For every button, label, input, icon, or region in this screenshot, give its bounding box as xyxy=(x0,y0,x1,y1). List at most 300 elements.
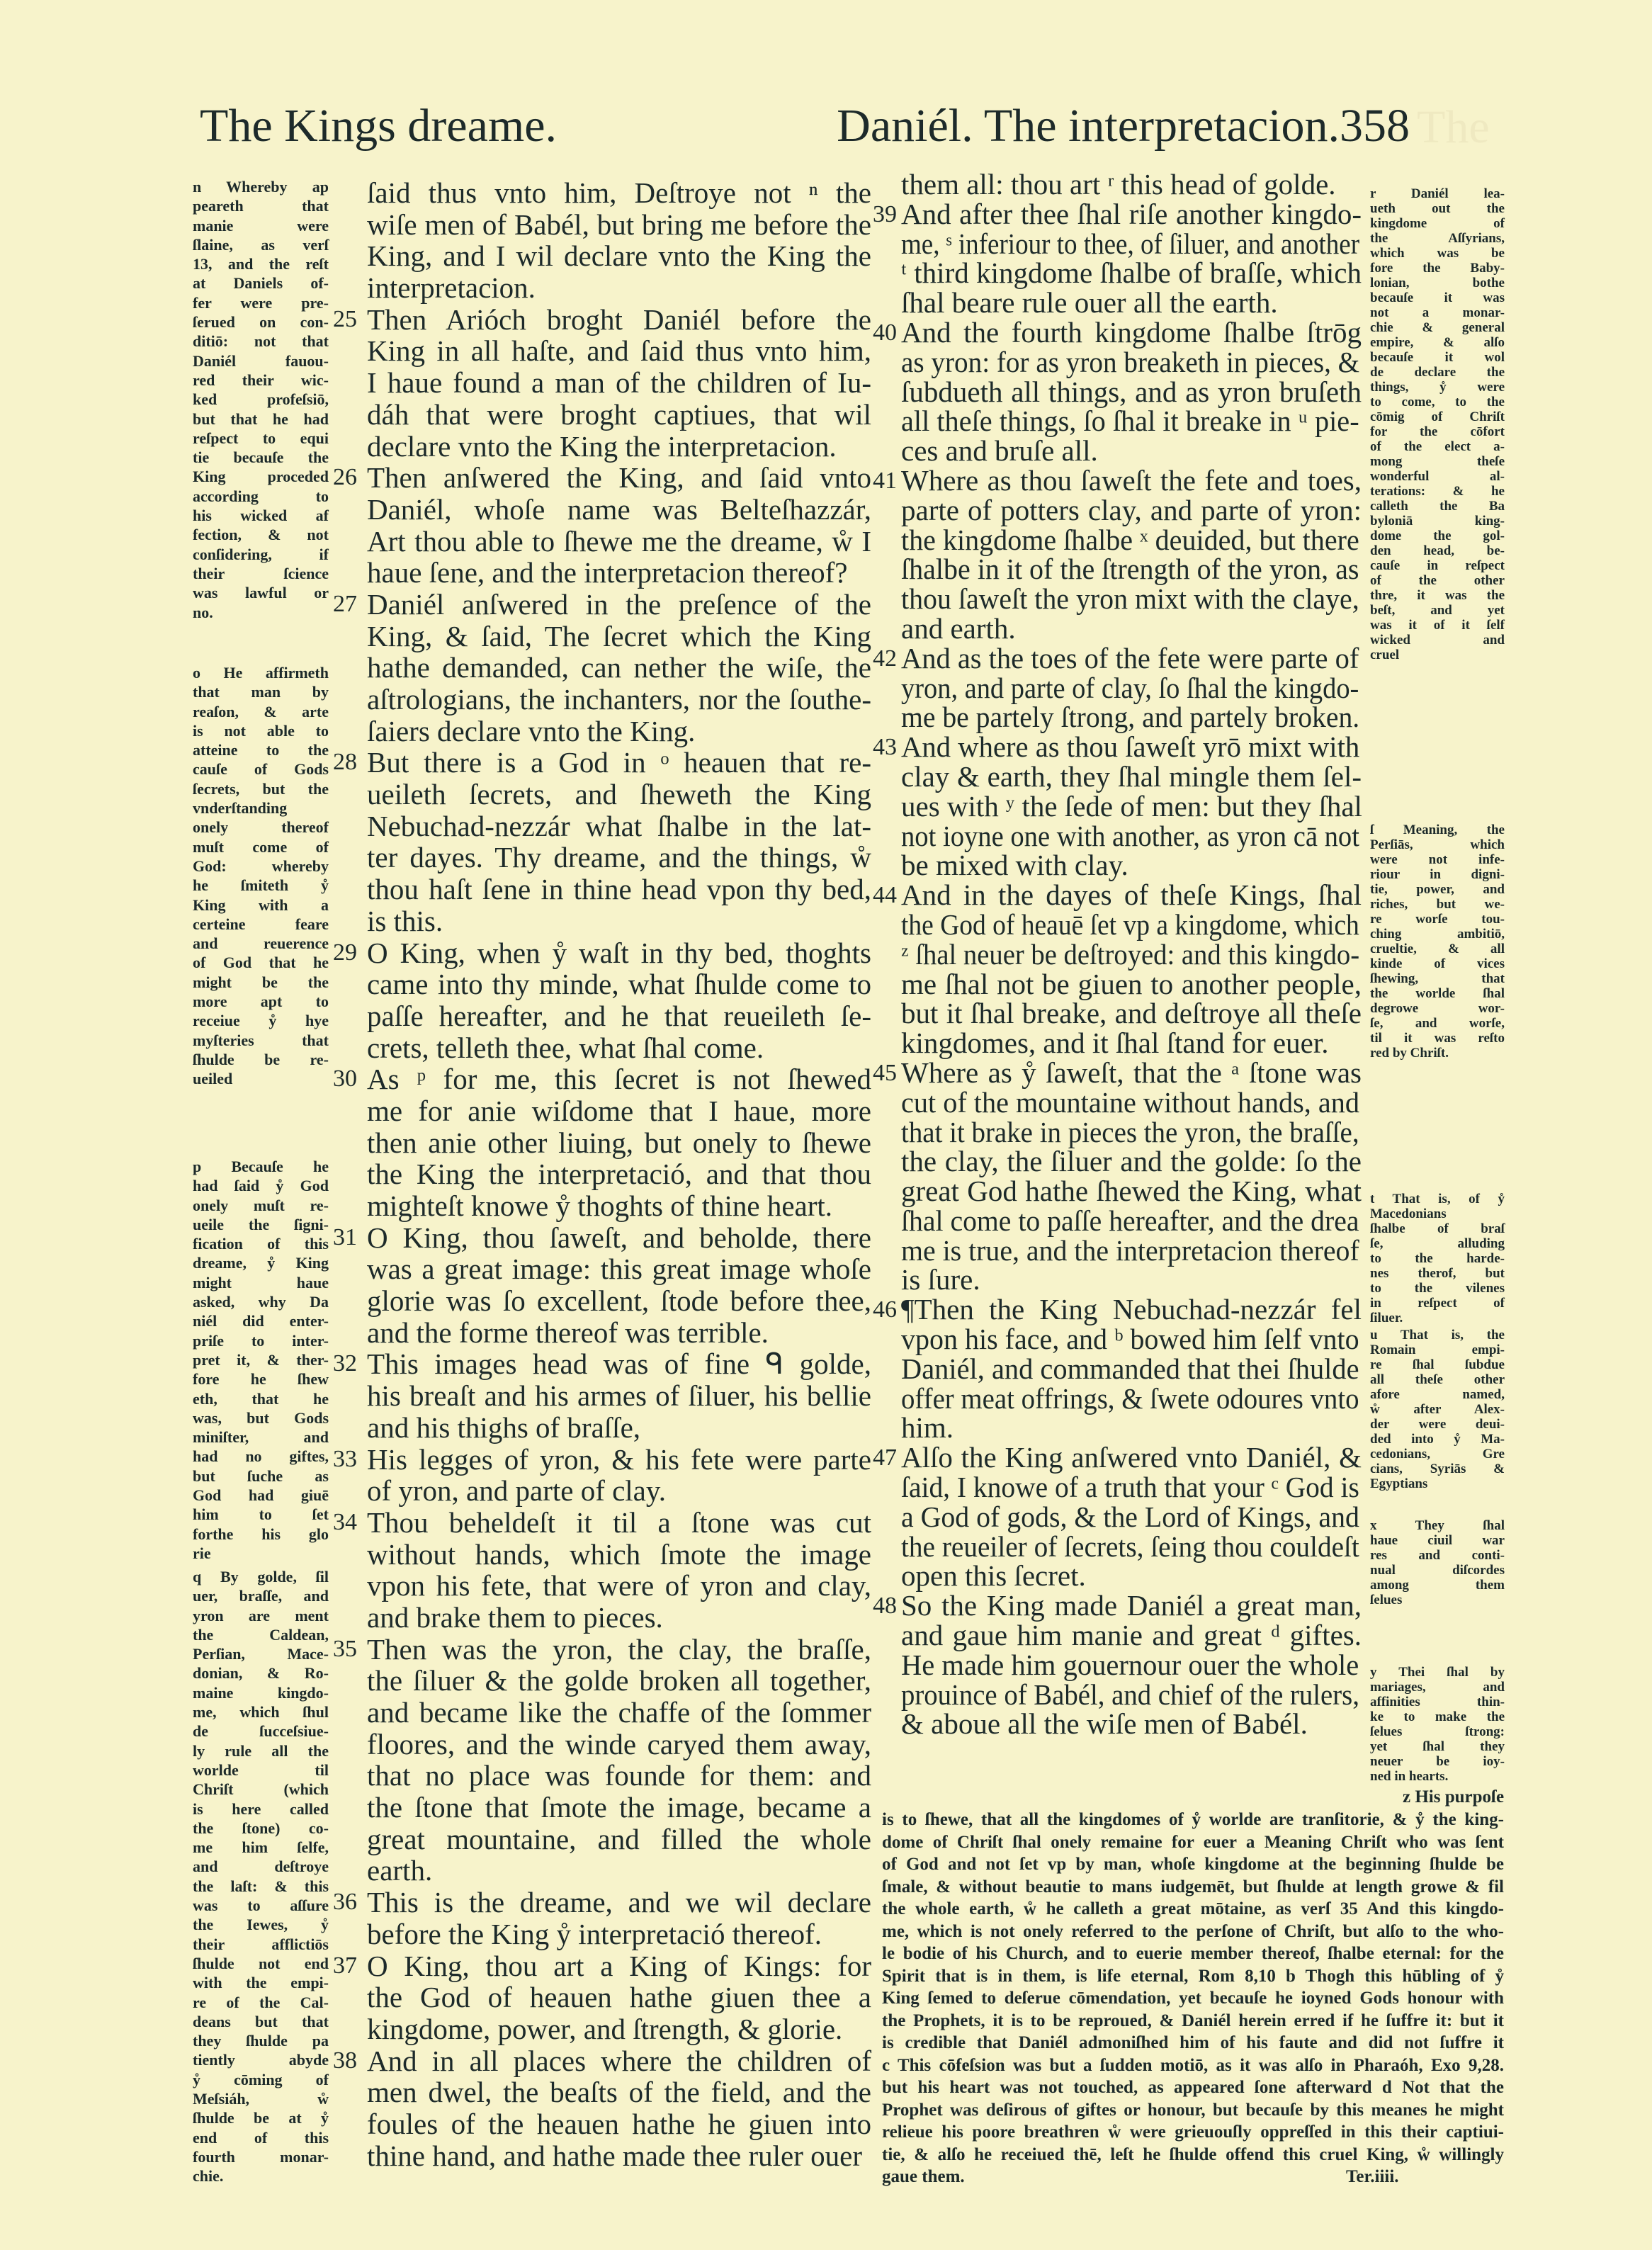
text-line xyxy=(873,1443,1362,1473)
note-line: cruel xyxy=(1370,648,1400,662)
text-line xyxy=(333,874,871,905)
note-line: mariages, and xyxy=(1370,1680,1505,1695)
note-line: myſteries that xyxy=(193,1031,329,1049)
text-line xyxy=(333,905,871,937)
footnote-line: dome of Chriſt ſhal onely remaine for euer a Meaning Chriſt who was ſent xyxy=(882,1832,1504,1852)
note-line: Egyptians xyxy=(1370,1476,1428,1491)
line-text: floores, and the winde caryed them away, xyxy=(367,1727,871,1760)
note-line: his wicked af xyxy=(193,507,329,525)
line-text: glorie was ſo excellent, ſtode before thee, xyxy=(367,1284,871,1318)
note-line: ueile the ſigni- xyxy=(193,1215,329,1233)
note-line: maine kingdo- xyxy=(193,1683,329,1702)
line-text: ſaiers declare vnto the King. xyxy=(367,714,696,747)
text-line xyxy=(873,641,1362,674)
text-line xyxy=(333,1380,871,1412)
note-line: had no giftes, xyxy=(193,1447,329,1466)
note-line: was, but Gods xyxy=(193,1408,329,1427)
note-line: God: whereby xyxy=(193,857,329,875)
text-line xyxy=(873,227,1362,260)
note-line: worlde til xyxy=(193,1760,329,1779)
line-text: his breaſt and his armes of ſiluer, his bellie xyxy=(367,1379,871,1413)
note-line: miniſter, and xyxy=(193,1428,329,1447)
text-line xyxy=(333,1665,871,1697)
line-text: ſhal come to paſſe hereafter, and the drea xyxy=(901,1204,1359,1237)
line-text: ſhalbe in it of the ſtrength of the yron, as xyxy=(901,553,1359,586)
note-line: which was be xyxy=(1370,246,1505,261)
line-text: open this ſecret. xyxy=(901,1559,1086,1593)
line-text: ¶Then the King Nebuchad-nezzár fel xyxy=(901,1293,1362,1326)
verse-number: 44 xyxy=(873,882,897,909)
note-line: ſhalbe of braſ xyxy=(1370,1221,1505,1236)
line-text: ſubdueth all things, and as yron bruſeth xyxy=(901,375,1362,408)
verse-number: 26 xyxy=(333,464,357,491)
bleed-through-text: The xyxy=(1417,101,1490,153)
line-text: But there is a God in ᵒ heauen that re- xyxy=(367,746,871,779)
note-line: u That is, the xyxy=(1370,1328,1505,1342)
margin-note xyxy=(193,177,329,622)
text-line xyxy=(873,999,1362,1029)
note-line: manie were xyxy=(193,216,329,234)
line-text: thou haſt ſene in thine head vpon thy bed, xyxy=(367,873,871,906)
text-line xyxy=(873,1709,1362,1739)
line-text: & aboue all the wiſe men of Babél. xyxy=(901,1707,1308,1741)
verse-number: 43 xyxy=(873,734,897,761)
note-line: reſpect to equi xyxy=(193,429,329,447)
line-text: that no place was founde for them: and xyxy=(367,1759,871,1792)
line-text: As ᵖ for me, this ſecret is not ſhewed xyxy=(367,1063,871,1096)
verse-number: 25 xyxy=(333,305,357,332)
verse-number: 29 xyxy=(333,939,357,966)
text-line xyxy=(333,810,871,842)
note-line: asked, why Da xyxy=(193,1293,329,1311)
line-text: Then was the yron, the clay, the braſſe, xyxy=(367,1632,871,1666)
note-line: tie, power, and xyxy=(1370,882,1505,897)
line-text: And in the dayes of theſe Kings, ſhal xyxy=(901,878,1362,912)
line-text: is this. xyxy=(367,904,443,937)
line-text: paſſe hereafter, and he that reueileth ſe- xyxy=(367,999,871,1032)
text-line xyxy=(873,1147,1362,1177)
text-line xyxy=(333,431,871,463)
text-line xyxy=(873,1325,1362,1355)
note-line: tie becauſe the xyxy=(193,448,329,467)
text-line xyxy=(873,1265,1362,1295)
line-text: is ſure. xyxy=(901,1263,980,1296)
text-line xyxy=(873,170,1362,200)
note-line: is here called xyxy=(193,1799,329,1818)
note-line: til it was reſto xyxy=(1370,1031,1505,1046)
text-line xyxy=(873,1177,1362,1206)
note-line: the worlde ſhal xyxy=(1370,986,1505,1001)
note-line: had ſaid ẙ God xyxy=(193,1177,329,1195)
line-text: without hands, which ſmote the image xyxy=(367,1537,871,1571)
text-line xyxy=(333,2140,871,2172)
text-line xyxy=(333,1792,871,1824)
text-line xyxy=(873,1381,1362,1415)
note-line: ked profeſsiō, xyxy=(193,390,329,409)
text-line xyxy=(333,684,871,716)
line-text: Then Arióch broght Daniél before the xyxy=(367,303,871,336)
note-line: deans but that xyxy=(193,2012,329,2030)
verse-number: 46 xyxy=(873,1296,897,1323)
note-line: ſe, alluding xyxy=(1370,1236,1505,1251)
note-line: haue ciuil war xyxy=(1370,1533,1505,1548)
text-line xyxy=(333,1697,871,1729)
text-line xyxy=(333,1918,871,1950)
line-text: vpon his fete, that were of yron and clay, xyxy=(367,1569,871,1602)
footnotes-block xyxy=(882,1809,1504,2188)
note-line: ſecrets, but the xyxy=(193,779,329,798)
note-line: of God that he xyxy=(193,954,329,972)
text-line xyxy=(333,1348,871,1380)
text-line xyxy=(873,671,1362,704)
note-line: affinities thin- xyxy=(1370,1695,1505,1709)
note-line: tiently abyde xyxy=(193,2051,329,2069)
note-line: y Thei ſhal by xyxy=(1370,1665,1505,1680)
note-line: nual diſcordes xyxy=(1370,1563,1505,1578)
note-line: degrowe wor- xyxy=(1370,1001,1505,1016)
text-line xyxy=(873,967,1362,1000)
line-text: He made him gouernour ouer the whole xyxy=(901,1648,1359,1681)
text-line xyxy=(333,335,871,367)
note-line: they ſhulde pa xyxy=(193,2032,329,2050)
note-line: der were deui- xyxy=(1370,1417,1505,1432)
line-text: declare vnto the King the interpretacion. xyxy=(367,429,837,463)
line-text: and the forme thereof was terrible. xyxy=(367,1316,769,1349)
text-line xyxy=(333,937,871,969)
text-line xyxy=(333,1158,871,1190)
line-text: This images head was of fine ᑫ golde, xyxy=(367,1347,871,1381)
line-text: ueileth ſecrets, and ſheweth the King xyxy=(367,778,871,811)
text-line xyxy=(873,759,1362,793)
verse-number: 37 xyxy=(333,1952,357,1979)
verse-number: 40 xyxy=(873,319,897,346)
text-line xyxy=(873,1085,1362,1119)
note-line: Daniél fauou- xyxy=(193,351,329,370)
footnote-line: c This cōfeſsion was but a ſudden motiō, as it was alſo in Pharaóh, Exo 9,28. xyxy=(882,2055,1504,2075)
text-line xyxy=(333,779,871,810)
margin-note xyxy=(1370,186,1505,662)
text-line xyxy=(333,1127,871,1159)
line-text: Thou beheldeſt it til a ſtone was cut xyxy=(367,1505,871,1539)
note-line: ſelues ſtrong: xyxy=(1370,1724,1505,1739)
text-line xyxy=(873,1532,1362,1562)
note-line: ſhulde be at ẙ xyxy=(193,2109,329,2127)
note-line: Chriſt (which xyxy=(193,1780,329,1799)
text-line xyxy=(333,1032,871,1064)
text-line xyxy=(333,1634,871,1666)
verse-number: 36 xyxy=(333,1889,357,1916)
line-text: a God of gods, & the Lord of Kings, and xyxy=(901,1500,1359,1533)
text-line xyxy=(333,2076,871,2108)
note-line: Perſian, Mace- xyxy=(193,1645,329,1663)
line-text: ter dayes. Thy dreame, and the things, ẘ xyxy=(367,841,871,874)
text-line xyxy=(873,878,1362,912)
note-line: fore he ſhew xyxy=(193,1370,329,1389)
note-line: him to ſet xyxy=(193,1505,329,1524)
line-text: vpon his face, and ᵇ bowed him ſelf vnto xyxy=(901,1323,1359,1356)
note-line: no. xyxy=(193,603,213,621)
text-line xyxy=(873,523,1362,556)
note-line: ſlaine, as verſ xyxy=(193,235,329,254)
line-text: but it ſhal breake, and deſtroye all theſe xyxy=(901,997,1362,1030)
note-line: ſe, and worſe, xyxy=(1370,1016,1505,1031)
running-head-right: Daniél. The interpretacion.358 xyxy=(837,100,1410,152)
line-text: and brake them to pieces. xyxy=(367,1600,663,1634)
note-line: things, ẙ were xyxy=(1370,380,1505,395)
text-line xyxy=(333,1063,871,1095)
note-line: forthe his glo xyxy=(193,1525,329,1543)
note-line: to the vilenes xyxy=(1370,1281,1505,1296)
line-text: ᶻ ſhal neuer be deſtroyed: and this kingdo- xyxy=(901,937,1360,971)
verse-number: 33 xyxy=(333,1445,357,1472)
note-line: t That is, of ẙ xyxy=(1370,1192,1505,1206)
note-line: in reſpect of xyxy=(1370,1296,1505,1311)
margin-note xyxy=(193,1567,329,2186)
line-text: the reueiler of ſecrets, ſeing thou couldeſt xyxy=(901,1530,1359,1563)
line-text: King, and I wil declare vnto the King the xyxy=(367,239,871,273)
text-line xyxy=(873,1029,1362,1058)
note-line: might haue xyxy=(193,1273,329,1291)
note-line: cōmig of Chriſt xyxy=(1370,409,1505,424)
note-line: that man by xyxy=(193,683,329,701)
line-text: Daniél anſwered in the preſence of the xyxy=(367,587,871,621)
note-line: riour in digni- xyxy=(1370,867,1505,882)
line-text: ſhal beare rule ouer all the earth. xyxy=(901,286,1278,320)
line-text: This is the dreame, and we wil declare xyxy=(367,1886,871,1919)
note-line: kinde of vices xyxy=(1370,956,1505,971)
footnote-line: of God and not ſet vp by man, whoſe kingdome at the beginning ſhulde be xyxy=(882,1855,1504,1874)
footnote-line: tie, & alſo he receiued thē, leſt he ſhulde offend this cruel King, ẘ willingly xyxy=(882,2144,1504,2164)
text-line xyxy=(333,304,871,336)
footnote-line: the Prophets, it is to be reproued, & Daniél herein erred if he ſuffre it: but it xyxy=(882,2011,1504,2030)
text-line xyxy=(333,842,871,874)
footnote-line: the whole earth, ẘ he calleth a great mōtaine, as verſ 35 And this kingdo- xyxy=(882,1899,1504,1918)
note-line: me him ſelfe, xyxy=(193,1838,329,1857)
line-text: me for anie wiſdome that I haue, more xyxy=(367,1094,871,1127)
text-line xyxy=(333,526,871,558)
text-line xyxy=(333,2108,871,2140)
text-line xyxy=(873,819,1362,852)
note-line: de ſucceſsiue- xyxy=(193,1722,329,1741)
text-line xyxy=(873,1473,1362,1503)
note-line: ẙ cōming of xyxy=(193,2070,329,2088)
note-line: ſ Meaning, the xyxy=(1370,822,1505,837)
line-text: the ſtone that ſmote the image, became a xyxy=(367,1791,871,1824)
line-text: Then anſwered the King, and ſaid vnto xyxy=(367,461,871,494)
note-line: dreame, ẙ King xyxy=(193,1254,329,1272)
line-text: King in all haſte, and ſaid thus vnto him, xyxy=(367,334,871,368)
line-text: the kingdome ſhalbe ˣ deuided, but there xyxy=(901,523,1359,556)
note-line: ke to make the xyxy=(1370,1709,1505,1724)
line-text: that it brake in pieces the yron, the braſſe, xyxy=(901,1115,1359,1148)
note-line: ueiled xyxy=(193,1070,233,1088)
line-text: great mountaine, and filled the whole xyxy=(367,1822,871,1855)
footnote-z-start: z His purpoſe xyxy=(1403,1787,1505,1807)
note-line: rie xyxy=(193,1544,211,1562)
note-line: n Whereby ap xyxy=(193,178,329,196)
verse-number: 34 xyxy=(333,1508,357,1535)
note-line: q By golde, ſil xyxy=(193,1568,329,1585)
note-line: the Caldean, xyxy=(193,1625,329,1644)
line-text: prouince of Babél, and chief of the rulers, xyxy=(901,1678,1359,1711)
note-line: de declare the xyxy=(1370,365,1505,380)
line-text: not ioyne one with another, as yron cā not xyxy=(901,819,1359,852)
note-line: conſidering, if xyxy=(193,545,329,563)
note-line: 13, and the reſt xyxy=(193,255,329,273)
text-line xyxy=(333,968,871,1000)
note-line: ueth out the xyxy=(1370,201,1505,216)
text-line xyxy=(873,1680,1362,1710)
line-text: Daniél, and commanded that thei ſhulde xyxy=(901,1352,1359,1385)
line-text: And where as thou ſaweſt yrō mixt with xyxy=(901,730,1360,764)
text-line xyxy=(333,1539,871,1571)
note-line: den head, be- xyxy=(1370,543,1505,558)
line-text: the clay, the ſiluer and the golde: ſo the xyxy=(901,1145,1362,1178)
verse-number: 47 xyxy=(873,1445,897,1471)
margin-note xyxy=(193,663,329,1089)
line-text: cut of the mountaine without hands, and xyxy=(901,1085,1360,1119)
text-line xyxy=(333,1824,871,1855)
line-text: came into thy minde, what ſhulde come to xyxy=(367,968,871,1001)
line-text: all theſe things, ſo ſhal it breake in ᵘ pie- xyxy=(901,405,1359,438)
verse-number: 38 xyxy=(333,2047,357,2074)
text-line xyxy=(333,1982,871,2013)
footnote-line: Spirit that is in them, is life eternal, Rom 8,10 b Thogh this hūbling of ẙ xyxy=(882,1966,1504,1986)
text-line xyxy=(333,1285,871,1317)
note-line: to the harde- xyxy=(1370,1251,1505,1266)
text-line xyxy=(333,272,871,304)
line-text: me is true, and the interpretacion thereof xyxy=(901,1233,1359,1267)
line-text: and gaue him manie and great ᵈ giftes. xyxy=(901,1619,1362,1652)
line-text: and his thighs of braſſe, xyxy=(367,1411,641,1444)
note-line: ſhulde not end xyxy=(193,1954,329,1972)
verse-number: 35 xyxy=(333,1635,357,1662)
text-line xyxy=(333,747,871,779)
note-line: but that he had xyxy=(193,409,329,428)
line-text: of yron, and parte of clay. xyxy=(367,1474,666,1508)
note-line: o He affirmeth xyxy=(193,664,329,682)
line-text: them all: thou art ʳ this head of golde. xyxy=(901,168,1336,200)
line-text: thine hand, and hathe made thee ruler ouer xyxy=(367,2139,862,2172)
margin-note xyxy=(1370,1665,1505,1784)
text-line xyxy=(333,2013,871,2045)
note-line: the Iewes, ẙ xyxy=(193,1916,329,1934)
text-line xyxy=(333,652,871,684)
verse-number: 31 xyxy=(333,1223,357,1250)
note-line: certeine feare xyxy=(193,915,329,933)
line-text: the God of heauē ſet vp a kingdome, which xyxy=(901,908,1359,941)
verse-number: 48 xyxy=(873,1593,897,1619)
text-line xyxy=(333,494,871,526)
note-line: onely thereof xyxy=(193,818,329,837)
note-line: and deſtroye xyxy=(193,1858,329,1876)
note-line: neuer be ioy- xyxy=(1370,1754,1505,1769)
note-line: p Becauſe he xyxy=(193,1158,329,1175)
note-line: res and conti- xyxy=(1370,1548,1505,1563)
text-line xyxy=(333,1190,871,1222)
footnote-line: relieue his poore breathren ẘ were grieuouſly oppreſſed in this their captiui- xyxy=(882,2122,1504,2142)
note-line: red their wic- xyxy=(193,371,329,389)
line-text: And after thee ſhal riſe another kingdo- xyxy=(901,197,1362,230)
line-text: earth. xyxy=(367,1854,433,1887)
note-line: chie & general xyxy=(1370,320,1505,335)
note-line: atteine to the xyxy=(193,741,329,759)
verse-number: 28 xyxy=(333,749,357,776)
text-line xyxy=(333,1412,871,1444)
text-line xyxy=(873,407,1362,436)
text-line xyxy=(873,1206,1362,1236)
note-line: peareth that xyxy=(193,197,329,215)
main-text-column-left xyxy=(333,177,871,2171)
line-text: men dwel, the beaſts of the field, and the xyxy=(367,2076,871,2109)
text-line xyxy=(873,937,1362,971)
note-line: ned in hearts. xyxy=(1370,1769,1449,1784)
text-line xyxy=(333,1222,871,1254)
note-line: beſt, and yet xyxy=(1370,603,1505,618)
note-line: all theſe other xyxy=(1370,1372,1505,1387)
line-text: kingdome, power, and ſtrength, & glorie. xyxy=(367,2012,843,2045)
note-line: ẘ after Alex- xyxy=(1370,1402,1505,1417)
line-text: the God of heauen hathe giuen thee a xyxy=(367,1981,871,2014)
line-text: the ſiluer & the golde broken all together, xyxy=(367,1664,871,1697)
line-text: mighteſt knowe ẙ thoghts of thine heart. xyxy=(367,1189,833,1222)
verse-number: 39 xyxy=(873,200,897,227)
text-line xyxy=(333,1444,871,1476)
note-line: becauſe it wol xyxy=(1370,350,1505,365)
note-line: vnderſtanding xyxy=(193,799,288,818)
line-text: as yron: for as yron breaketh in pieces, & xyxy=(901,345,1360,378)
text-line xyxy=(873,256,1362,290)
text-line xyxy=(873,851,1362,881)
note-line: was lawful or xyxy=(193,584,329,602)
note-line: end of this xyxy=(193,2128,329,2147)
line-text: Where as thou ſaweſt the fete and toes, xyxy=(901,463,1362,497)
text-line xyxy=(333,1253,871,1285)
note-line: wonderful al- xyxy=(1370,469,1505,484)
note-line: cedonians, Gre xyxy=(1370,1447,1505,1462)
verse-number: 30 xyxy=(333,1065,357,1092)
verse-number: 32 xyxy=(333,1350,357,1377)
line-text: hathe demanded, can nether the wiſe, the xyxy=(367,651,871,684)
margin-note xyxy=(193,1157,329,1563)
note-line: ſelues xyxy=(1370,1593,1403,1607)
note-line: r Daniél lea- xyxy=(1370,186,1505,201)
text-line xyxy=(333,462,871,494)
note-line: red by Chriſt. xyxy=(1370,1046,1449,1061)
footnote-line: ſmale, & without beautie to mans iudgemēt, but ſhulde at length growe & fil xyxy=(882,1877,1504,1896)
note-line: ching ambitiō, xyxy=(1370,927,1505,942)
line-text: and became like the chaffe of the ſommer xyxy=(367,1696,871,1729)
note-line: is not able to xyxy=(193,721,329,740)
note-line: might be the xyxy=(193,973,329,991)
text-line xyxy=(873,730,1362,764)
note-line: Perſiās, which xyxy=(1370,837,1505,852)
line-text: me ſhal not be giuen to another people, xyxy=(901,967,1362,1000)
text-line xyxy=(873,375,1362,408)
text-line xyxy=(333,240,871,272)
note-line: ſiluer. xyxy=(1370,1311,1403,1325)
note-line: cauſe in reſpect xyxy=(1370,558,1505,573)
note-line: nes therof, but xyxy=(1370,1266,1505,1281)
note-line: receiue ẙ hye xyxy=(193,1012,329,1030)
line-text: thou ſaweſt the yron mixt with the claye, xyxy=(901,582,1359,616)
main-text-column-right xyxy=(873,170,1362,1739)
note-line: riches, but we- xyxy=(1370,897,1505,912)
text-line xyxy=(873,315,1362,349)
text-line xyxy=(873,1295,1362,1325)
note-line: thre, it was the xyxy=(1370,588,1505,603)
line-text: and earth. xyxy=(901,611,1016,645)
